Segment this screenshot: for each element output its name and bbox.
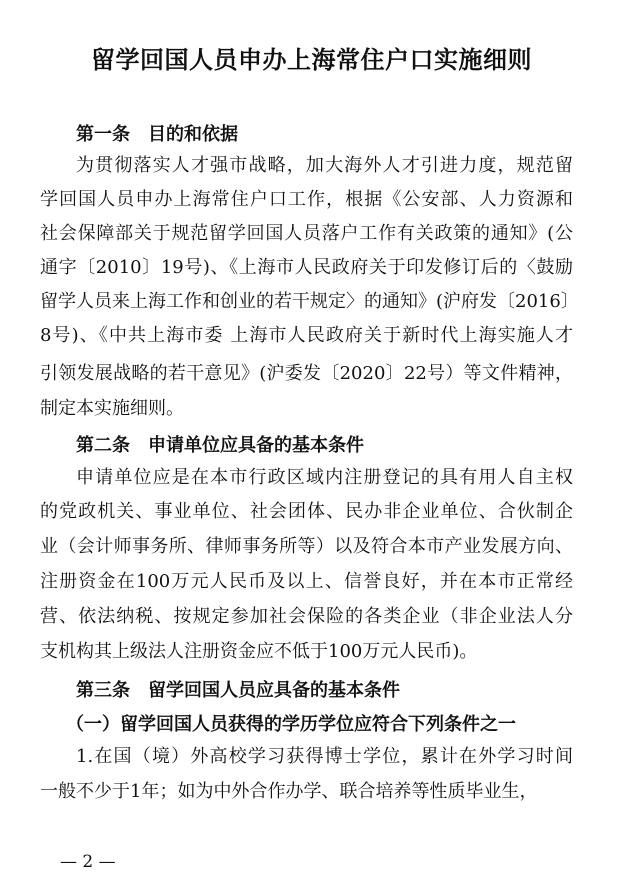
article-3-number: 第三条: [76, 680, 130, 701]
article-2-line-3: 业（会计师事务所、律师事务所等）以及符合本市产业发展方向、: [40, 536, 573, 557]
article-1-line-3: 社会保障部关于规范留学回国人员落户工作有关政策的通知》(公: [40, 223, 573, 244]
article-3-line-2: 一般不少于1年；如为中外合作办学、联合培养等性质毕业生，: [40, 781, 538, 802]
article-1-line-8: 制定本实施细则。: [40, 398, 184, 419]
article-3-line-1: 1.在国（境）外高校学习获得博士学位，累计在外学习时间: [76, 746, 573, 767]
article-2-number: 第二条: [76, 435, 130, 456]
article-3-title: 留学回国人员应具备的基本条件: [148, 680, 400, 701]
article-2-line-1: 申请单位应是在本市行政区域内注册登记的具有用人自主权: [76, 467, 573, 488]
page-number: — 2 —: [60, 852, 116, 872]
article-1-line-1: 为贯彻落实人才强市战略，加大海外人才引进力度，规范留: [76, 155, 573, 176]
article-2-line-2: 的党政机关、事业单位、社会团体、民办非企业单位、合伙制企: [40, 501, 573, 522]
article-1-line-5: 留学人员来上海工作和创业的若干规定〉的通知》(沪府发〔2016〕: [40, 291, 579, 312]
article-1-title: 目的和依据: [148, 124, 238, 145]
article-1-number: 第一条: [76, 124, 130, 145]
page-title: 留学回国人员申办上海常住户口实施细则: [91, 46, 532, 74]
article-2-title: 申请单位应具备的基本条件: [148, 435, 364, 456]
article-1-line-4: 通字〔2010〕19号)、《上海市人民政府关于印发修订后的〈鼓励: [40, 257, 573, 278]
article-1-line-6: 8号)、《中共上海市委 上海市人民政府关于新时代上海实施人才: [40, 325, 573, 346]
article-2-heading: [76, 431, 364, 457]
article-1-line-2: 学回国人员申办上海常住户口工作，根据《公安部、人力资源和: [40, 189, 573, 210]
article-2-line-5: 营、依法纳税、按规定参加社会保险的各类企业（非企业法人分: [40, 606, 573, 627]
article-1-line-7: 引领发展战略的若干意见》(沪委发〔2020〕22号）等文件精神，: [40, 363, 573, 384]
article-2-line-6: 支机构其上级法人注册资金应不低于100万元人民币)。: [40, 641, 478, 662]
article-3-heading: [76, 676, 400, 702]
article-3-subheading: （一）留学回国人员获得的学历学位应符合下列条件之一: [66, 714, 516, 735]
article-1-heading: [76, 120, 238, 146]
article-2-line-4: 注册资金在100万元人民币及以上、信誉良好，并在本市正常经: [40, 571, 573, 592]
